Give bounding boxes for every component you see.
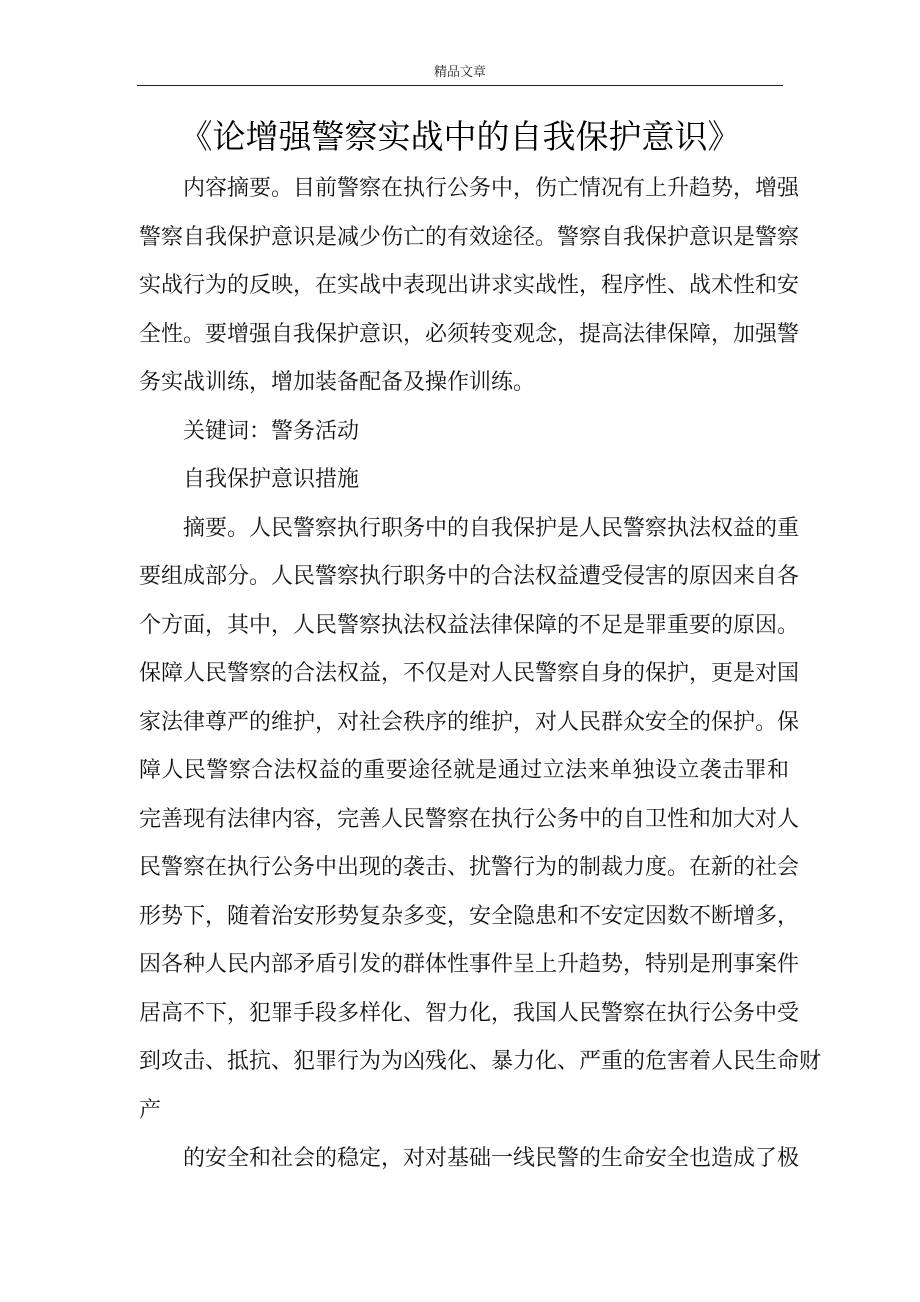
- paragraph-line: 民警察在执行公务中出现的袭击、扰警行为的制裁力度。在新的社会: [139, 855, 800, 880]
- keywords-line: 自我保护意识措施: [183, 467, 360, 492]
- paragraph-line: 保障人民警察的合法权益，不仅是对人民警察自身的保护，更是对国: [139, 661, 800, 686]
- paragraph-line: 务实战训练，增加装备配备及操作训练。: [139, 370, 536, 395]
- paragraph-line: 的安全和社会的稳定，对对基础一线民警的生命安全也造成了极: [183, 1146, 800, 1171]
- paragraph-line: 个方面，其中，人民警察执法权益法律保障的不足是罪重要的原因。: [139, 612, 800, 638]
- paragraph-line: 完善现有法律内容，完善人民警察在执行公务中的自卫性和加大对人: [139, 806, 800, 832]
- paragraph-line: 摘要。人民警察执行职务中的自我保护是人民警察执法权益的重: [183, 515, 800, 541]
- paragraph-line: 产: [139, 1097, 162, 1123]
- page-header: 精品文章: [433, 65, 486, 80]
- keywords-line: 关键词：警务活动: [183, 418, 360, 444]
- paragraph-line: 因各种人民内部矛盾引发的群体性事件呈上升趋势，特别是刑事案件: [139, 952, 800, 977]
- paragraph-line: 内容摘要。目前警察在执行公务中，伤亡情况有上升趋势，增强: [183, 176, 800, 201]
- paragraph-line: 障人民警察合法权益的重要途径就是通过立法来单独设立袭击罪和: [139, 758, 789, 783]
- paragraph-line: 实战行为的反映，在实战中表现出讲求实战性，程序性、战术性和安: [139, 273, 800, 298]
- paragraph-line: 到攻击、抵抗、犯罪行为为凶残化、暴力化、严重的危害着人民生命财: [139, 1049, 822, 1074]
- paragraph-line: 警察自我保护意识是减少伤亡的有效途径。警察自我保护意识是警察: [139, 224, 800, 250]
- paragraph-line: 家法律尊严的维护，对社会秩序的维护，对人民群众安全的保护。保: [139, 709, 800, 735]
- document-title: 《论增强警察实战中的自我保护意识》: [179, 117, 741, 156]
- paragraph-line: 要组成部分。人民警察执行职务中的合法权益遭受侵害的原因来自各: [139, 564, 800, 589]
- paragraph-line: 居高不下，犯罪手段多样化、智力化，我国人民警察在执行公务中受: [139, 1000, 800, 1026]
- paragraph-line: 全性。要增强自我保护意识，必须转变观念，提高法律保障，加强警: [139, 321, 800, 347]
- paragraph-line: 形势下，随着治安形势复杂多变，安全隐患和不安定因数不断增多，: [139, 903, 800, 929]
- header-divider: [137, 85, 783, 86]
- document-body: [139, 165, 822, 1184]
